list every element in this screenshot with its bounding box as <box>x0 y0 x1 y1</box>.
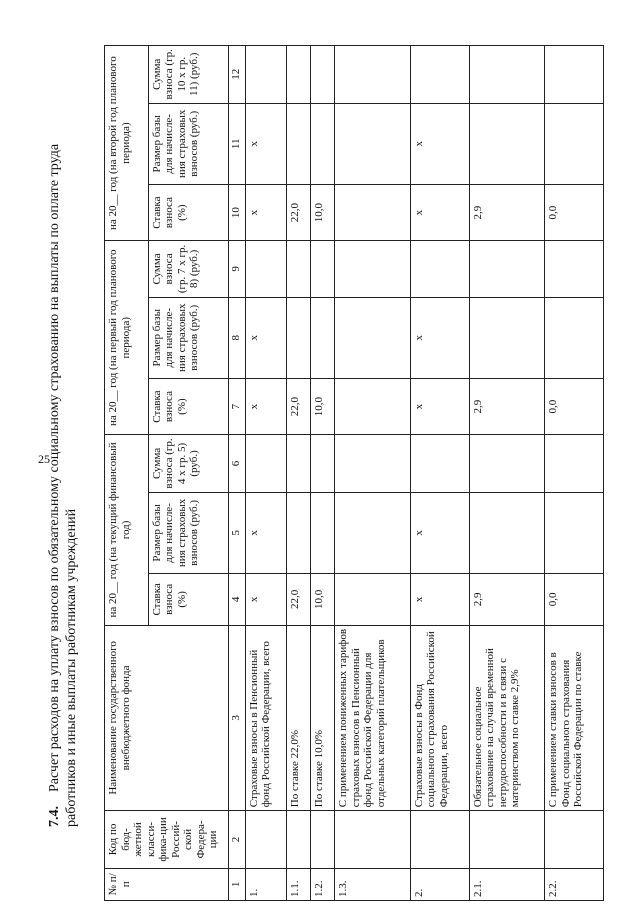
rate-cell: 22,0 <box>286 185 310 241</box>
sum-cell <box>545 46 604 104</box>
base-cell: х <box>245 103 286 184</box>
sum-cell <box>335 241 411 297</box>
section-title-line2: работников и иные выплаты работникам учреждений <box>64 508 79 827</box>
page-number: 25 <box>38 452 50 466</box>
base-cell <box>286 103 310 184</box>
budget-code <box>335 811 411 868</box>
base-cell: х <box>410 103 469 184</box>
sum-cell <box>410 435 469 492</box>
base-cell <box>469 103 545 184</box>
base-cell <box>469 492 545 573</box>
header-period-current: на 20__ год (на текущий финансовый год) <box>105 435 149 625</box>
column-number: 11 <box>228 103 245 184</box>
sum-cell <box>469 435 545 492</box>
column-number: 4 <box>228 574 245 625</box>
base-cell <box>469 297 545 378</box>
sum-cell <box>335 435 411 492</box>
column-number: 3 <box>228 625 245 811</box>
sum-cell <box>286 241 310 297</box>
sum-cell <box>335 46 411 104</box>
rate-cell: 2,9 <box>469 378 545 434</box>
header-budget-code: Код по бюд-жетной класси-фика-ции Россий-ской Федера-ции <box>105 811 229 868</box>
sum-cell <box>469 46 545 104</box>
budget-code <box>545 811 604 868</box>
header-fund-name: Наименование государственного внебюджетного фонда <box>105 625 229 811</box>
table-row <box>469 46 545 901</box>
header-rate: Ставка взноса (%) <box>148 378 228 434</box>
table-body <box>245 46 603 901</box>
sum-cell <box>410 241 469 297</box>
sum-cell <box>311 435 335 492</box>
table-row <box>545 46 604 901</box>
header-sum: Сумма взноса (гр. 7 х гр. 8) (руб.) <box>148 241 228 297</box>
fund-name: Страховые взносы в Пенсионный фонд Российской Федерации, всего <box>245 625 286 811</box>
base-cell <box>545 103 604 184</box>
fund-name: Обязательное социальное страхование на случай временной нетрудоспособности и в связи с материнством по ставке 2,9% <box>469 625 545 811</box>
sum-cell <box>286 46 310 104</box>
rate-cell: 0,0 <box>545 378 604 434</box>
column-number: 1 <box>228 868 245 900</box>
sum-cell <box>245 435 286 492</box>
fund-name: С применением пониженных тарифов страховых взносов в Пенсионный фонд Российской Федерации для отдельных категорий плательщиков <box>335 625 411 811</box>
row-number: 1.3. <box>335 868 411 900</box>
sum-cell <box>245 46 286 104</box>
base-cell <box>335 103 411 184</box>
row-number: 2.2. <box>545 868 604 900</box>
header-sum: Сумма взноса (гр. 10 х гр. 11) (руб.) <box>148 46 228 104</box>
header-sum: Сумма взноса (гр. 4 х гр. 5) (руб.) <box>148 435 228 492</box>
fund-name: По ставке 22,0% <box>286 625 310 811</box>
rate-cell: х <box>410 185 469 241</box>
rate-cell: 10,0 <box>311 378 335 434</box>
sum-cell <box>469 241 545 297</box>
sum-cell <box>311 241 335 297</box>
rate-cell: х <box>410 574 469 625</box>
base-cell <box>311 492 335 573</box>
table-row <box>245 46 286 901</box>
row-number: 2. <box>410 868 469 900</box>
header-period-second-plan: на 20__ год (на второй год планового периода) <box>105 46 149 241</box>
column-number-row <box>228 46 245 901</box>
sum-cell <box>245 241 286 297</box>
budget-code <box>286 811 310 868</box>
section-title-line1: Расчет расходов на уплату взносов по обязательному социальному страхованию на выплаты по оплате труда <box>47 143 62 792</box>
base-cell: х <box>410 492 469 573</box>
fund-name: По ставке 10,0% <box>311 625 335 811</box>
table-row <box>335 46 411 901</box>
budget-code <box>311 811 335 868</box>
row-number: 1.2. <box>311 868 335 900</box>
base-cell: х <box>410 297 469 378</box>
sum-cell <box>410 46 469 104</box>
base-cell: х <box>245 297 286 378</box>
rate-cell <box>335 574 411 625</box>
base-cell <box>545 492 604 573</box>
table-row <box>286 46 310 901</box>
rate-cell: х <box>410 378 469 434</box>
column-number: 9 <box>228 241 245 297</box>
sum-cell <box>311 46 335 104</box>
column-number: 12 <box>228 46 245 104</box>
budget-code <box>469 811 545 868</box>
rate-cell <box>335 185 411 241</box>
column-number: 2 <box>228 811 245 868</box>
sum-cell <box>545 435 604 492</box>
base-cell <box>286 297 310 378</box>
header-row-number: № п/п <box>105 868 229 900</box>
header-base: Размер базы для начисле-ния страховых взносов (руб.) <box>148 297 228 378</box>
column-number: 10 <box>228 185 245 241</box>
budget-code <box>410 811 469 868</box>
base-cell <box>335 297 411 378</box>
rate-cell: х <box>245 185 286 241</box>
column-number: 7 <box>228 378 245 434</box>
budget-code <box>245 811 286 868</box>
rate-cell: 0,0 <box>545 574 604 625</box>
rate-cell: 22,0 <box>286 378 310 434</box>
row-number: 1. <box>245 868 286 900</box>
column-number: 6 <box>228 435 245 492</box>
base-cell <box>311 103 335 184</box>
header-period-first-plan: на 20__ год (на первый год планового периода) <box>105 241 149 435</box>
rate-cell: 2,9 <box>469 185 545 241</box>
rate-cell: 0,0 <box>545 185 604 241</box>
header-rate: Ставка взноса (%) <box>148 185 228 241</box>
rate-cell: 10,0 <box>311 574 335 625</box>
base-cell: х <box>245 492 286 573</box>
rate-cell: х <box>245 574 286 625</box>
header-rate: Ставка взноса (%) <box>148 574 228 625</box>
header-base: Размер базы для начисле-ния страховых взносов (руб.) <box>148 103 228 184</box>
rate-cell: 2,9 <box>469 574 545 625</box>
table-row <box>410 46 469 901</box>
header-base: Размер базы для начисле-ния страховых взносов (руб.) <box>148 492 228 573</box>
table-row <box>311 46 335 901</box>
rate-cell: 10,0 <box>311 185 335 241</box>
section-number: 7.4. <box>47 806 62 827</box>
section-heading <box>46 27 80 827</box>
sum-cell <box>545 241 604 297</box>
base-cell <box>311 297 335 378</box>
fund-name: С применением ставки взносов в Фонд социального страхования Российской Федерации по ставке <box>545 625 604 811</box>
rate-cell <box>335 378 411 434</box>
rate-cell: х <box>245 378 286 434</box>
fund-name: Страховые взносы в Фонд социального страхования Российской Федерации, всего <box>410 625 469 811</box>
row-number: 1.1. <box>286 868 310 900</box>
sum-cell <box>286 435 310 492</box>
base-cell <box>545 297 604 378</box>
column-number: 5 <box>228 492 245 573</box>
contributions-table <box>104 45 604 901</box>
column-number: 8 <box>228 297 245 378</box>
row-number: 2.1. <box>469 868 545 900</box>
base-cell <box>286 492 310 573</box>
base-cell <box>335 492 411 573</box>
rate-cell: 22,0 <box>286 574 310 625</box>
